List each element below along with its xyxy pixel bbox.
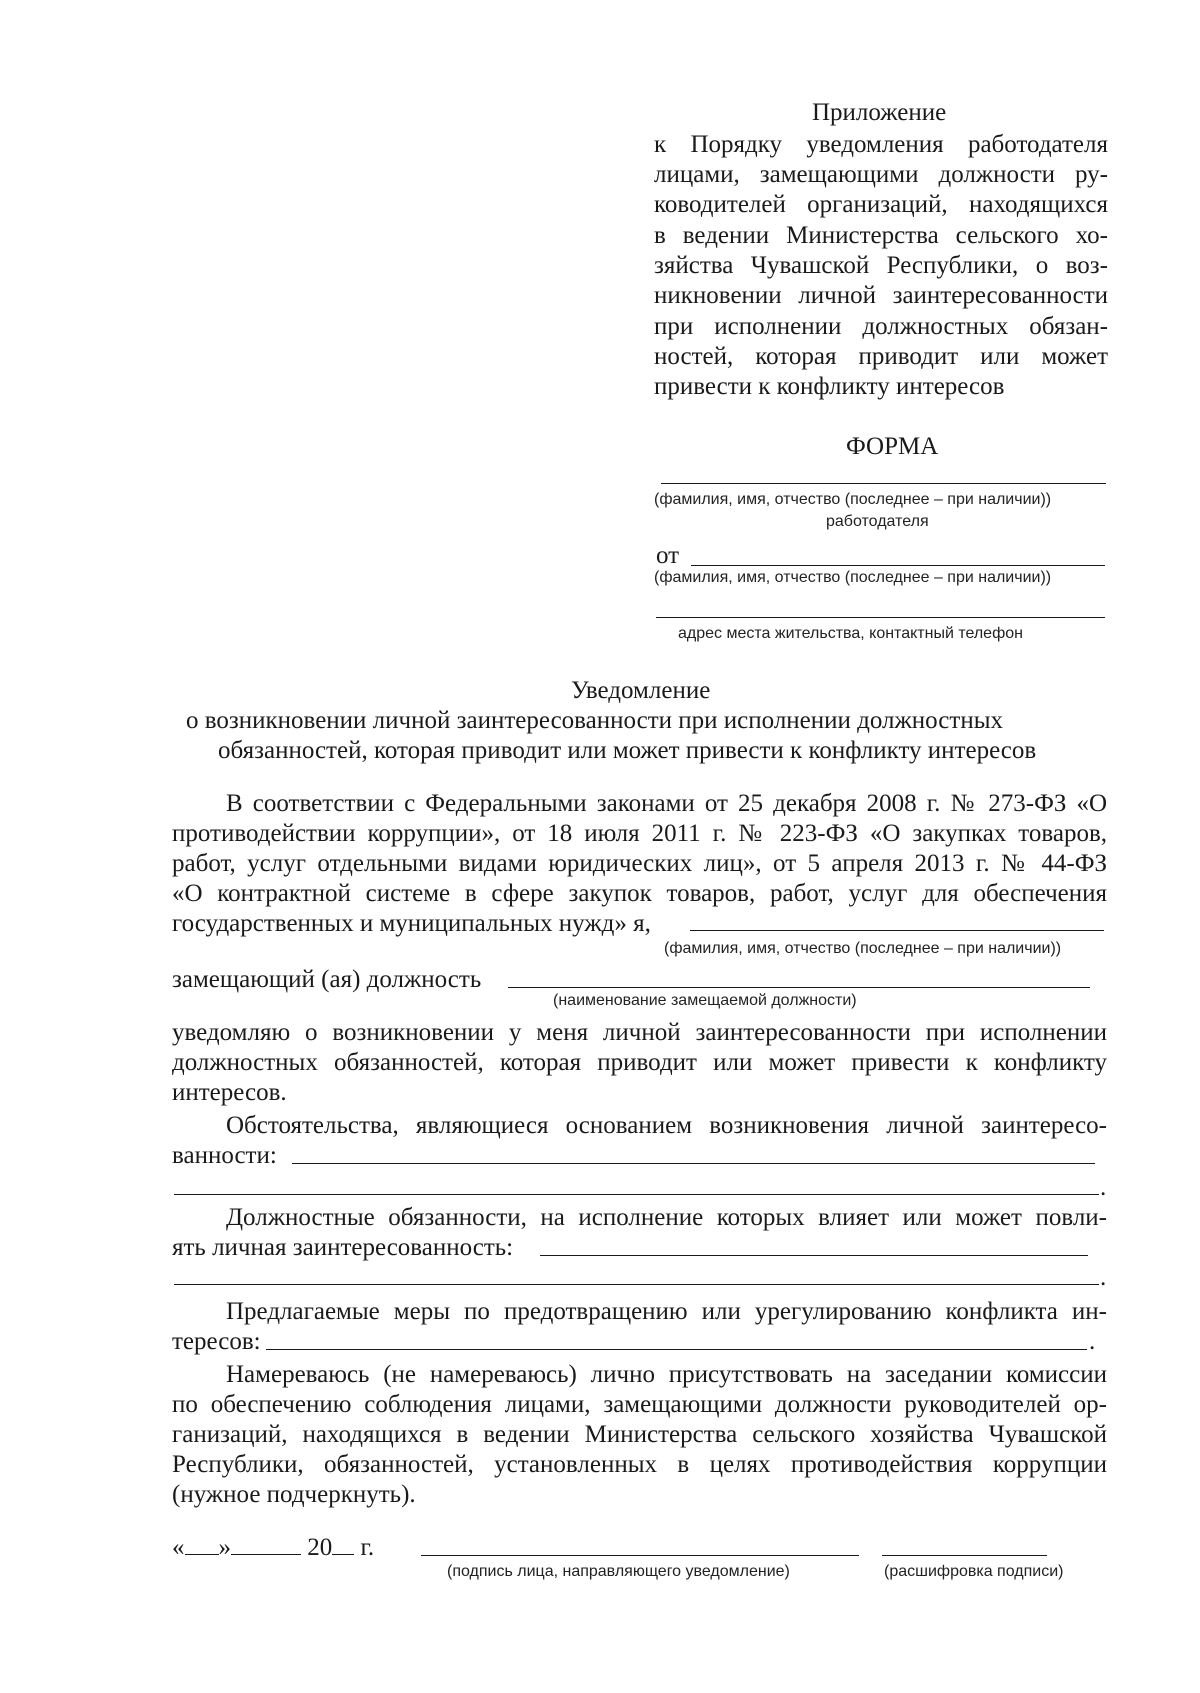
body-line: по обеспечению соблюдения лицами, замещающими должности руководителей ор- [172,1391,1107,1418]
body-line: государственных и муниципальных нужд» я, [172,910,651,937]
month-blank[interactable] [231,1532,301,1555]
appendix-line: зяйства Чувашской Республики, о воз- [654,252,1108,279]
year-blank[interactable] [332,1532,354,1555]
appendix-line: лицами, замещающими должности ру- [654,161,1108,188]
body-line: противодействии коррупции», от 18 июля 2011 г. № 223-ФЗ «О закупках товаров, [172,820,1107,847]
body-line: уведомляю о возникновении у меня личной заинтересованности при исполнении [172,1019,1107,1046]
signature-line[interactable] [421,1555,859,1556]
body-line: Должностные обязанности, на исполнение которых влияет или может повли- [226,1204,1107,1231]
form-label: ФОРМА [846,433,939,460]
notice-subtitle: обязанностей, которая приводит или может привести к конфликту интересов [218,737,1037,764]
date-field[interactable] [172,1532,374,1563]
decoding-caption: (расшифровка подписи) [884,1563,1064,1580]
period: . [1100,1174,1107,1201]
circumstances-label: ванности: [172,1142,277,1169]
year-prefix: 20 [307,1534,333,1561]
signature-caption: (подпись лица, направляющего уведомление) [447,1563,790,1580]
duties-line-2[interactable] [174,1284,1099,1285]
year-suffix: г. [360,1534,375,1561]
period: . [1089,1328,1096,1355]
appendix-title: Приложение [812,99,947,126]
measures-line[interactable] [266,1349,1087,1350]
circumstances-line[interactable] [292,1163,1095,1164]
employer-caption-2: работодателя [826,513,929,530]
body-line: интересов. [172,1079,287,1106]
appendix-line: никновении личной заинтересованности [654,282,1108,309]
employer-caption: (фамилия, имя, отчество (последнее – при наличии)) [654,491,1052,508]
body-line: Республики, обязанностей, установленных в целях противодействия коррупции [172,1451,1107,1478]
body-line: «О контрактной системе в сфере закупок товаров, работ, услуг для обеспечения [172,880,1107,907]
address-line[interactable] [656,617,1105,618]
circumstances-line-2[interactable] [174,1194,1099,1195]
appendix-line: при исполнении должностных обязан- [654,313,1108,340]
fio-line[interactable] [690,930,1104,931]
position-label: замещающий (ая) должность [172,966,482,993]
address-caption: адрес места жительства, контактный телефон [678,625,1023,642]
body-line: ганизаций, находящихся в ведении Министерства сельского хозяйства Чувашской [172,1421,1107,1448]
appendix-line: в ведении Министерства сельского хо- [654,222,1108,249]
body-line: должностных обязанностей, которая приводит или может привести к конфликту [172,1049,1107,1076]
quote-open: « [172,1534,185,1561]
quote-close: » [218,1534,231,1561]
measures-label: тересов: [172,1328,261,1355]
sender-name-line[interactable] [691,565,1105,566]
signature-decoding-line[interactable] [882,1555,1047,1556]
position-line[interactable] [508,987,1090,988]
sender-caption: (фамилия, имя, отчество (последнее – при наличии)) [654,569,1052,586]
notice-subtitle: о возникновении личной заинтересованности при исполнении должностных [186,707,1003,734]
appendix-line: ностей, которая приводит или может [654,343,1108,370]
appendix-line: к Порядку уведомления работодателя [654,131,1108,158]
body-line: (нужное подчеркнуть). [172,1481,416,1508]
notice-title: Уведомление [571,677,711,704]
position-caption: (наименование замещаемой должности) [553,992,857,1009]
from-label: от [656,542,680,569]
employer-name-line[interactable] [661,483,1106,484]
duties-label: ять личная заинтересованность: [172,1234,514,1261]
period: . [1100,1264,1107,1291]
body-line: Предлагаемые меры по предотвращению или урегулированию конфликта ин- [226,1298,1107,1325]
appendix-line: привести к конфликту интересов [654,373,1005,400]
body-line: Обстоятельства, являющиеся основанием возникновения личной заинтересо- [226,1112,1107,1139]
body-line: Намереваюсь (не намереваюсь) лично присутствовать на заседании комиссии [226,1361,1107,1388]
body-line: В соответствии с Федеральными законами от 25 декабря 2008 г. № 273-ФЗ «О [226,790,1107,817]
duties-line[interactable] [540,1255,1088,1256]
fio-caption: (фамилия, имя, отчество (последнее – при наличии)) [664,940,1062,957]
appendix-line: ководителей организаций, находящихся [654,191,1108,218]
day-blank[interactable] [185,1532,219,1555]
body-line: работ, услуг отдельными видами юридических лиц», от 5 апреля 2013 г. № 44-ФЗ [172,850,1107,877]
